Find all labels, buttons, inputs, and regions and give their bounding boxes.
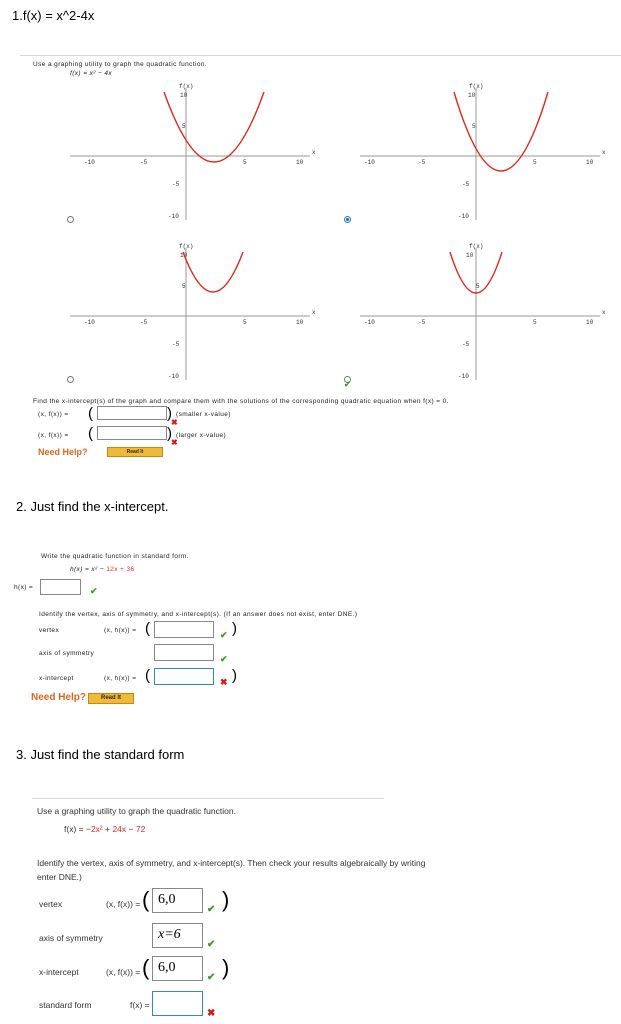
q1-instruction: Use a graphing utility to graph the quadratic function. [33,61,208,68]
q2-read-it-button[interactable]: Read It [88,693,134,704]
svg-text:-10: -10 [458,213,469,220]
x-axis-label: x [312,149,316,156]
svg-text:x: x [602,149,606,156]
q3-xint-input[interactable]: 6,0 [152,956,203,981]
svg-text:5: 5 [533,159,537,166]
q3-identify-text2: enter DNE.) [37,872,82,882]
q1-row2-cross-icon: ✖ [171,438,178,447]
q3-xint-label: x-intercept [39,967,79,977]
graph-option-4 [350,242,610,382]
q3-xint-check-icon: ✔ [207,972,216,983]
svg-text:-5: -5 [172,341,180,348]
svg-text:5: 5 [472,123,476,130]
y-axis-label: f(x) [179,83,194,90]
q2-axis-label: axis of symmetry [39,650,95,657]
svg-text:-5: -5 [140,319,148,326]
q1-divider [20,55,621,56]
q2-vertex-input[interactable] [154,621,214,638]
svg-text:5: 5 [182,283,186,290]
svg-text:-5: -5 [462,181,470,188]
q1-row2-label: (x, f(x)) = [38,432,69,439]
q2-vertex-check-icon: ✔ [220,630,228,640]
svg-text:5: 5 [243,319,247,326]
q2-hx-input[interactable] [40,579,81,595]
q3-axis-input[interactable]: x=6 [152,923,203,948]
q3-vertex-eq: (x, f(x)) = [106,899,141,909]
q1-row1-label: (x, f(x)) = [38,411,69,418]
q2-hx-check-icon: ✔ [90,586,98,596]
svg-text:f(x): f(x) [469,83,484,90]
svg-text:10: 10 [180,252,188,259]
q3-std-eq: f(x) = [130,1000,150,1010]
q2-identify-text: Identify the vertex, axis of symmetry, and x-intercept(s). (If an answer does not exist, enter DNE.) [39,611,358,618]
svg-text:f(x): f(x) [469,243,484,250]
q1-row1-note: (smaller x-value) [176,411,231,418]
q2-xint-eq: (x, h(x)) = [104,675,137,682]
q1-heading: 1.f(x) = x^2-4x [12,8,95,23]
q3-std-input[interactable] [152,991,203,1016]
svg-text:10: 10 [296,319,304,326]
q1-need-help: Need Help? [38,447,88,457]
q2-xint-cross-icon: ✖ [220,677,228,687]
q1-find-text: Find the x-intercept(s) of the graph and compare them with the solutions of the corresponding quadratic equation when f(x) = 0. [33,398,449,405]
q3-xint-eq: (x, f(x)) = [106,967,141,977]
svg-text:-10: -10 [168,373,179,380]
q2-xint-label: x-intercept [39,675,74,682]
q2-need-help: Need Help? [31,692,87,703]
svg-text:-10: -10 [364,319,375,326]
q3-vertex-check-icon: ✔ [207,904,216,915]
q1-row1-cross-icon: ✖ [171,418,178,427]
q3-function: f(x) = −2x² + 24x − 72 [64,824,146,834]
q1-smaller-x-input[interactable] [97,406,167,420]
svg-text:x: x [312,309,316,316]
option-2-radio[interactable] [344,216,351,223]
q2-instruction: Write the quadratic function in standard form. [41,553,189,560]
q3-axis-label: axis of symmetry [39,933,103,943]
q3-heading: 3. Just find the standard form [16,747,185,762]
q3-axis-check-icon: ✔ [207,939,216,950]
svg-text:-5: -5 [418,159,426,166]
q1-row2-note: (larger x-value) [176,432,227,439]
q3-instruction: Use a graphing utility to graph the quadratic function. [37,806,236,816]
svg-text:-5: -5 [462,341,470,348]
svg-text:-10: -10 [84,159,95,166]
q2-heading: 2. Just find the x-intercept. [16,499,169,514]
svg-text:f(x): f(x) [179,243,194,250]
svg-text:-10: -10 [168,213,179,220]
svg-text:10: 10 [180,92,188,99]
q2-function: h(x) = x² − 12x + 36 [70,566,135,573]
svg-text:10: 10 [468,92,476,99]
svg-text:-10: -10 [364,159,375,166]
graph-option-1 [60,82,320,222]
option-check-icon: ✔ [344,380,351,389]
svg-text:10: 10 [296,159,304,166]
svg-text:-10: -10 [84,319,95,326]
q2-axis-input[interactable] [154,644,214,661]
svg-text:10: 10 [466,252,474,259]
q2-axis-check-icon: ✔ [220,654,228,664]
q1-read-it-button[interactable]: Read It [107,447,163,457]
option-3-radio[interactable] [67,376,74,383]
svg-text:5: 5 [182,123,186,130]
svg-text:-5: -5 [418,319,426,326]
svg-text:-10: -10 [458,373,469,380]
q3-std-label: standard form [39,1000,92,1010]
q1-function: f(x) = x² − 4x [70,70,113,77]
svg-text:-5: -5 [140,159,148,166]
graph-option-2 [350,82,610,222]
graph-option-3 [60,242,320,382]
svg-text:5: 5 [243,159,247,166]
q2-xint-input[interactable] [154,668,214,685]
q3-divider [32,798,384,799]
q2-vertex-eq: (x, h(x)) = [104,627,137,634]
q2-vertex-label: vertex [39,627,60,634]
q3-identify-text: Identify the vertex, axis of symmetry, and x-intercept(s). Then check your results algebraically by writing [37,858,426,868]
q3-vertex-label: vertex [39,899,63,909]
q2-hx-label: h(x) = [14,584,34,591]
svg-text:10: 10 [586,159,594,166]
svg-text:x: x [602,309,606,316]
svg-text:5: 5 [476,283,480,290]
q3-vertex-input[interactable]: 6,0 [152,888,203,913]
svg-text:-5: -5 [172,181,180,188]
svg-text:10: 10 [586,319,594,326]
q1-larger-x-input[interactable] [97,426,167,440]
q3-std-cross-icon: ✖ [207,1008,216,1019]
option-1-radio[interactable] [67,216,74,223]
svg-text:5: 5 [533,319,537,326]
